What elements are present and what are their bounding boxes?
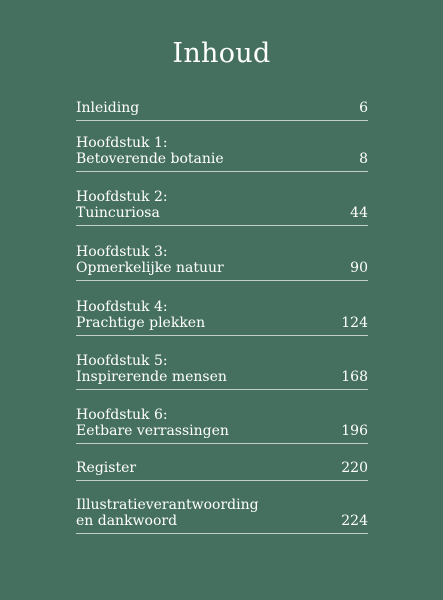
toc-entry-chapter-3[interactable] xyxy=(76,243,368,281)
toc-entry-introduction[interactable] xyxy=(76,96,368,121)
page-title: Inhoud xyxy=(172,38,271,69)
toc-entry-label xyxy=(76,189,168,221)
toc-entry-line1: Hoofdstuk 5: xyxy=(76,353,168,369)
toc-entry-page-number: 220 xyxy=(341,460,368,476)
toc-entry-line1: Illustratieverantwoording xyxy=(76,497,259,513)
toc-entry-chapter-5[interactable] xyxy=(76,352,368,390)
toc-entry-page-number: 90 xyxy=(350,260,368,276)
toc-entry-chapter-4[interactable] xyxy=(76,298,368,336)
toc-entry-line1: Hoofdstuk 3: xyxy=(76,244,168,260)
toc-entry-line1: Hoofdstuk 2: xyxy=(76,189,168,205)
toc-entry-line2: Betoverende botanie xyxy=(76,151,224,167)
toc-entry-line2: Opmerkelijke natuur xyxy=(76,260,224,276)
toc-entry-credits[interactable] xyxy=(76,496,368,534)
toc-entry-chapter-6[interactable] xyxy=(76,406,368,444)
toc-entry-label xyxy=(76,100,139,116)
toc-entry-page-number: 196 xyxy=(341,423,368,439)
toc-entry-page-number: 6 xyxy=(359,100,368,116)
toc-entry-label xyxy=(76,497,259,529)
toc-entry-page-number: 224 xyxy=(341,513,368,529)
toc-entry-page-number: 168 xyxy=(341,369,368,385)
toc-entry-line2: Prachtige plekken xyxy=(76,315,206,331)
toc-entry-page-number: 8 xyxy=(359,151,368,167)
toc-entry-chapter-2[interactable] xyxy=(76,188,368,226)
toc-entry-line2: Inspirerende mensen xyxy=(76,369,227,385)
toc-entry-line1: Hoofdstuk 6: xyxy=(76,407,168,423)
toc-entry-register[interactable] xyxy=(76,456,368,481)
toc-entry-line2: en dankwoord xyxy=(76,513,178,529)
toc-entry-line1: Register xyxy=(76,460,137,476)
toc-entry-chapter-1[interactable] xyxy=(76,134,368,172)
toc-entry-page-number: 124 xyxy=(341,315,368,331)
toc-entry-label xyxy=(76,353,227,385)
toc-entry-line1: Hoofdstuk 1: xyxy=(76,135,168,151)
toc-entry-label xyxy=(76,460,136,476)
toc-entry-label xyxy=(76,135,224,167)
toc-entry-line2: Tuincuriosa xyxy=(76,205,160,221)
toc-entry-label xyxy=(76,299,205,331)
toc-entry-label xyxy=(76,244,224,276)
toc-entry-page-number: 44 xyxy=(350,205,368,221)
toc-entry-line2: Eetbare verrassingen xyxy=(76,423,229,439)
toc-entry-line1: Inleiding xyxy=(76,100,140,116)
toc-entry-line1: Hoofdstuk 4: xyxy=(76,299,168,315)
toc-entry-label xyxy=(76,407,229,439)
